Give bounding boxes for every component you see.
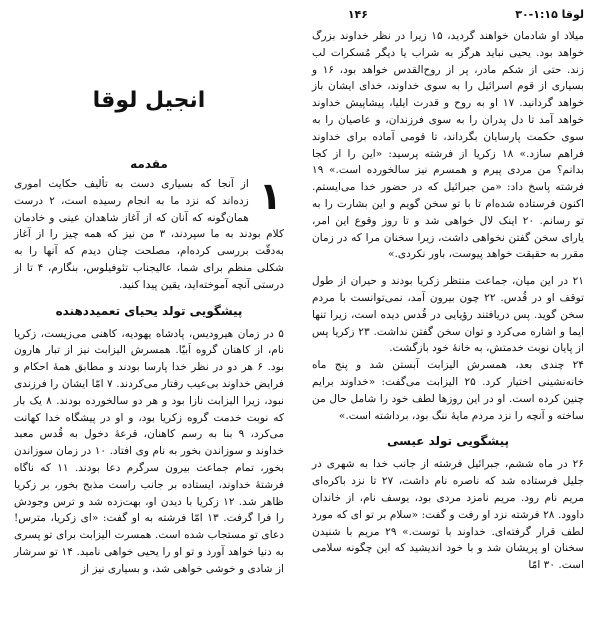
section-heading-birth-of-john: پیشگویی تولد یحیای تعمیددهنده <box>55 303 243 318</box>
intro-paragraph: از آنجا که بسیاری دست به تألیف حکایت اموری زده‌اند که نزد ما به انجام رسیده است، ۲ درست همان‌گونه که آنان که از آغاز شاهدان عینی و خادمان کلام بودند به ما سپردند، ۳ من نیز که همه چیز را از آغاز به‌دقّت بررسی کرده‌ام، مصلحت چنان دیدم که آنها را به شکلی منظم برای شما، عالیجناب تئوفیلوس، بنگارم، ۴ تا از درستی آنچه آموخته‌اید، یقین پیدا کنید. <box>14 178 284 291</box>
running-range: لوقا ۱:۱۵-۳۰ <box>515 8 584 21</box>
chapter-number: ۱ <box>258 174 282 218</box>
page-header <box>16 6 584 24</box>
paragraph-verses-5-14: ۵ در زمان هیرودیس، پادشاه یهودیه، کاهنی می‌زیست، زکریا نام، از کاهنان گروه اَبیّا. همسرش الیزابت نیز از تبار هارون بود. ۶ هر دو در نظر خدا پارسا بودند و مطابق همهٔ احکام و فرایض خداوند بی‌عیب رفتار می‌کردند. ۷ امّا ایشان را فرزندی نبود، زیرا الیزابت نازا بود و هر دو سالخورده بودند. ۸ یک بار که نوبت خدمت گروه زکریا بود، و او در پیشگاه خدا کهانت می‌کرد، ۹ بنا به رسم کاهنان، قرعهٔ دخول به قُدس معبد خداوند و سوزاندن بخور به نام وی افتاد. ۱۰ در زمان سوزاندن بخور، تمام جماعت بیرون سرگرم دعا بودند. ۱۱ که ناگاه فرشتهٔ خداوند، ایستاده بر جانب راست مذبح بخور، بر زکریا ظاهر شد. ۱۲ زکریا با دیدن او، بهت‌زده شد و ترس وجودش را فرا گرفت. ۱۳ امّا فرشته به او گفت: «ای زکریا، مترس! دعای تو مستجاب شده است. همسرت الیزابت برای تو پسری به دنیا خواهد آورد و تو او را یحیی خواهی نامید. ۱۴ تو سرشار از شادی و خوشی خواهی شد، و بسیاری نیز از <box>14 327 285 575</box>
book-title: انجیل لوقا <box>92 88 206 113</box>
paragraph-verses-21-23: ۲۱ در این میان، جماعت منتظر زکریا بودند و حیران از طول توقف او در قُدس. ۲۲ چون بیرون آمد، نمی‌توانست با مردم سخن گوید. پس دریافتند رؤیایی در قُدس دیده است، زیرا تنها ایما و اشاره می‌کرد و توان سخن گفتن نداشت. ۲۳ زکریا پس از پایان نوبت خدمتش، به خانهٔ خود بازگشت. <box>312 275 585 355</box>
paragraph-verses-26-30: ۲۶ در ماه ششم، جبرائیل فرشته از جانب خدا به شهری در جلیل فرستاده شد که ناصره نام داشت، ۲۷ تا نزد باکره‌ای مریم نام رود. مریم نامزد مردی بود، یوسف نام، از خاندان داوود. ۲۸ فرشته نزد او رفت و گفت: «سلام بر تو ای که مورد لطف قرار گرفته‌ای. خداوند با توست.» ۲۹ مریم با شنیدن سخنان او پریشان شد و با خود اندیشید که این چگونه سلامی است. ۳۰ امّا <box>312 458 584 572</box>
section-heading-birth-of-jesus: پیشگویی تولد عیسی <box>386 434 510 449</box>
paragraph-verses-24-25: ۲۴ چندی بعد، همسرش الیزابت آبستن شد و پنج ماه خانه‌نشینی اختیار کرد. ۲۵ الیزابت می‌گفت: «خداوند برایم چنین کرده است. او در این روزها لطف خود را شامل حال من ساخته و آنچه را نزد مردم مایهٔ ننگ بود، برداشته است.» <box>312 359 584 422</box>
left-column <box>14 28 284 578</box>
intro-heading: مقدمه <box>130 157 168 171</box>
page-number: ۱۴۶ <box>347 8 368 21</box>
paragraph-verses-15-20: میلاد او شادمان خواهند گردید، ۱۵ زیرا در نظر خداوند بزرگ خواهد بود. یحیی نباید هرگز به شراب یا دیگر مُسکرات لب زند. حتی از شکم مادر، پر از روح‌القدس خواهد بود، ۱۶ و بسیاری از قوم اسرائیل را به سوی خداوند، خدای ایشان باز خواهد گردانید. ۱۷ او به روح و قدرت ایلیا، پیشاپیش خداوند خواهد آمد تا دل پدران را به سوی فرزندان، و عاصیان را به سوی حکمت پارسایان بگرداند، تا قومی آماده برای خداوند فراهم سازد.» ۱۸ زکریا از فرشته پرسید: «این را از کجا بدانم؟ من مردی پیرم و همسرم نیز سالخورده است.» ۱۹ فرشته پاسخ داد: «من جبرائیل که در حضور خدا می‌ایستم. اکنون فرستاده شده‌ام تا با تو سخن گویم و این بشارت را به تو رسانم. ۲۰ اینک لال خواهی شد و تا روز وقوع این امر، یارای سخن گفتن نخواهی داشت، زیرا سخنان مرا که در زمان مقرر به حقیقت خواهد پیوست، باور نکردی.» <box>312 30 585 261</box>
right-column <box>312 28 584 574</box>
intro-block <box>14 176 284 294</box>
